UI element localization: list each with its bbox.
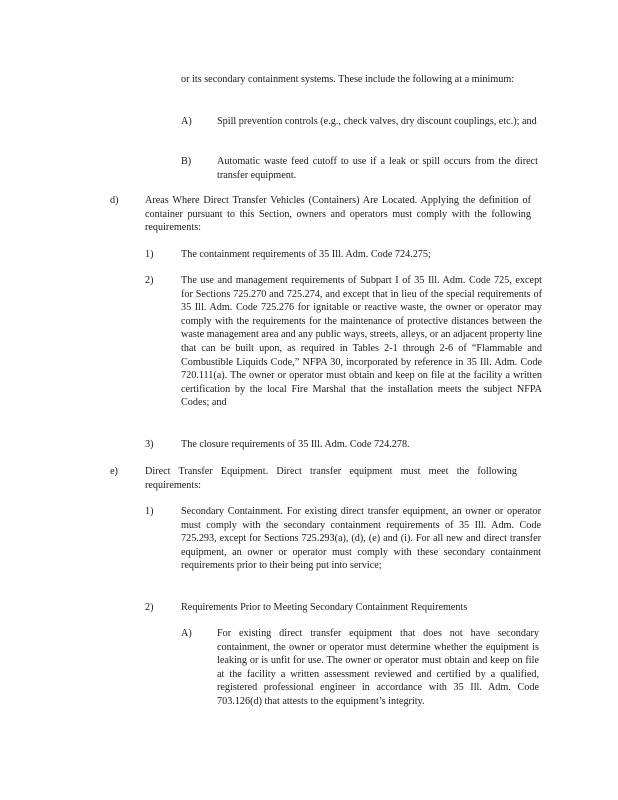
section-e-text: Direct Transfer Equipment. Direct transfer equipment must meet the following requirements:: [145, 466, 517, 491]
section-d-text: Areas Where Direct Transfer Vehicles (Containers) Are Located. Applying the definition of container pursuant to this Section, owners and operators must comply with the following requirements:: [145, 195, 531, 234]
section-d-item-3-text: The closure requirements of 35 Ill. Adm. Code 724.278.: [181, 439, 410, 450]
section-e-label: e): [110, 466, 118, 477]
section-e-item-2-text: Requirements Prior to Meeting Secondary Containment Requirements: [181, 602, 468, 613]
section-d-item-2-label: 2): [145, 275, 154, 286]
intro-item-b-label: B): [181, 156, 192, 167]
intro-item-a-label: A): [181, 116, 192, 127]
section-e-subitem-a-text: For existing direct transfer equipment that does not have secondary containment, the owner or operator must determine whether the equipment is leaking or is unfit for use. The owner or operator must obtain and keep on file at the facility a written assessment reviewed and certified by a qualified, registered professional engineer in accordance with 35 Ill. Adm. Code 703.126(d) that attests to the equipment’s integrity.: [217, 628, 539, 707]
section-e-subitem-a-label: A): [181, 628, 192, 639]
section-d-item-1-text: The containment requirements of 35 Ill. Adm. Code 724.275;: [181, 249, 431, 260]
intro-item-a-text: Spill prevention controls (e.g., check valves, dry discount couplings, etc.); and: [217, 116, 537, 127]
section-d-item-3-label: 3): [145, 439, 154, 450]
section-e-item-1-label: 1): [145, 506, 154, 517]
section-e-item-1-text: Secondary Containment. For existing direct transfer equipment, an owner or operator must comply with the secondary containment requirements of 35 Ill. Adm. Code 725.293, except for Sections 725.293(a), (d), (e) and (i). For all new and direct transfer equipment, an owner or operator must comply with these secondary containment requirements prior to their being put into service;: [181, 506, 541, 572]
intro-item-b-text: Automatic waste feed cutoff to use if a leak or spill occurs from the direct transfer equipment.: [217, 156, 538, 181]
section-e-item-2-label: 2): [145, 602, 154, 613]
section-d-label: d): [110, 195, 119, 206]
section-d-item-2-text: The use and management requirements of Subpart I of 35 Ill. Adm. Code 725, except for Sections 725.270 and 725.274, and except that in lieu of the special requirements of 35 Ill. Adm. Code 725.276 for ignitable or reactive waste, the owner or operator may comply with the requirements for the maintenance of protective distances between the waste management area and any public ways, streets, alleys, or an adjacent property line that can be built upon, as required in Tables 2-1 through 2-6 of “Flammable and Combustible Liquids Code,” NFPA 30, incorporated by reference in 35 Ill. Adm. Code 720.111(a). The owner or operator must obtain and keep on file at the facility a written certification by the local Fire Marshal that the installation meets the subject NFPA Codes; and: [181, 275, 542, 409]
intro-paragraph: or its secondary containment systems. These include the following at a minimum:: [181, 74, 515, 85]
section-d-item-1-label: 1): [145, 249, 154, 260]
